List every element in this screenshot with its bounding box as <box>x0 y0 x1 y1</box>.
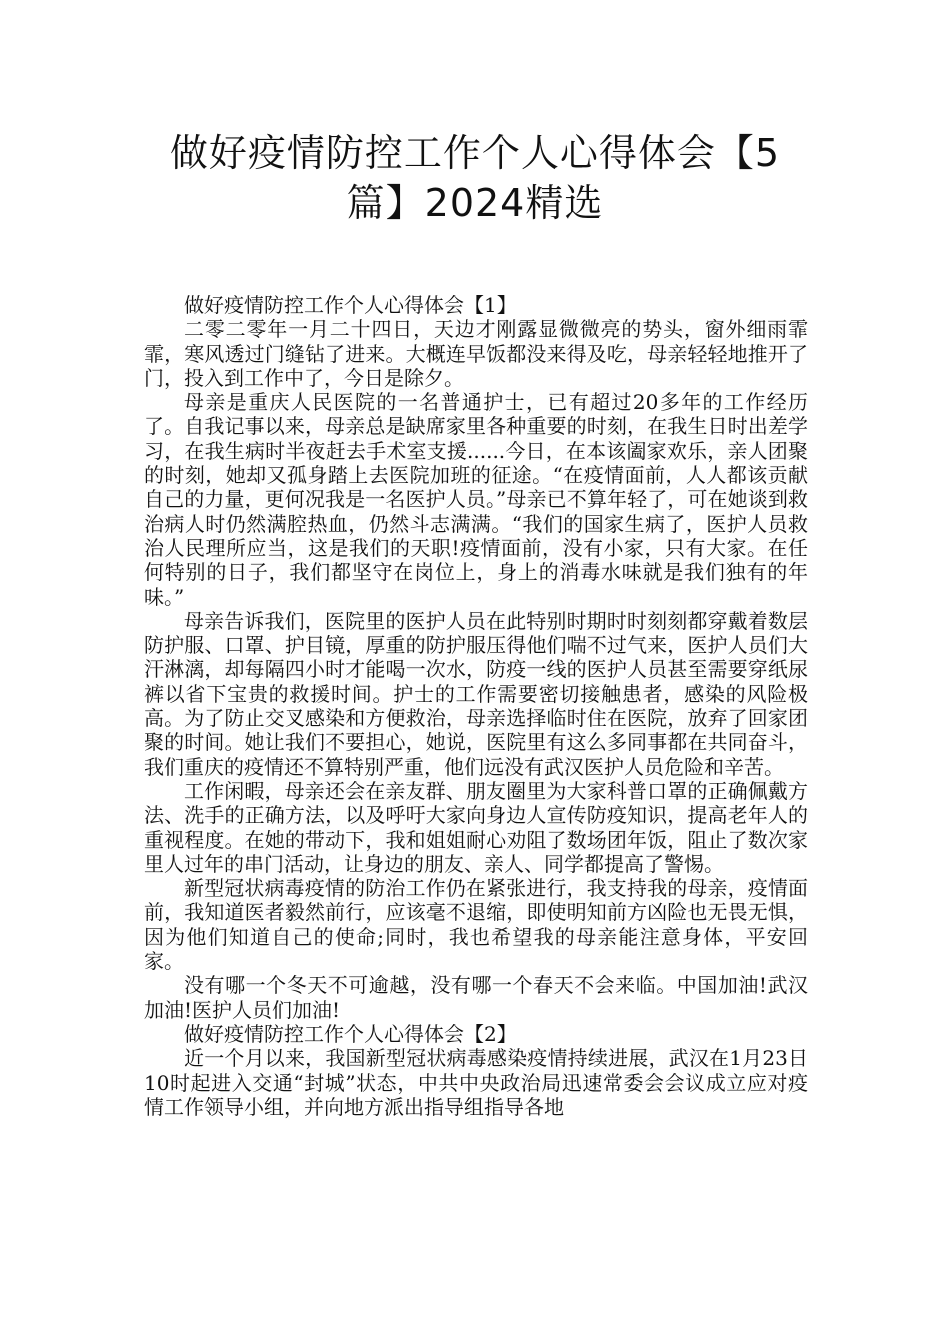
section-heading: 做好疫情防控工作个人心得体会【2】 <box>184 1021 517 1046</box>
paragraph: 二零二零年一月二十四日，天边才刚露显微微亮的势头，窗外细雨霏霏，寒风透过门缝钻了进来。大概连早饭都没来得及吃，母亲轻轻地推开了门，投入到工作中了，今日是除夕。 <box>144 317 808 390</box>
paragraph: 新型冠状病毒疫情的防治工作仍在紧张进行，我支持我的母亲，疫情面前，我知道医者毅然前行，应该毫不退缩，即使明知前方凶险也无畏无惧，因为他们知道自己的使命;同时，我也希望我的母亲能注意身体，平安回家。 <box>144 876 808 974</box>
paragraph: 母亲告诉我们，医院里的医护人员在此特别时期时时刻刻都穿戴着数层防护服、口罩、护目镜，厚重的防护服压得他们喘不过气来，医护人员们大汗淋漓，却每隔四小时才能喝一次水，防疫一线的医护人员甚至需要穿纸尿裤以省下宝贵的救援时间。护士的工作需要密切接触患者，感染的风险极高。为了防止交叉感染和方便救治，母亲选择临时住在医院，放弃了回家团聚的时间。她让我们不要担心，她说，医院里有这么多同事都在共同奋斗，我们重庆的疫情还不算特别严重，他们远没有武汉医护人员危险和辛苦。 <box>144 608 808 779</box>
paragraph: 母亲是重庆人民医院的一名普通护士，已有超过20多年的工作经历了。自我记事以来，母亲总是缺席家里各种重要的时刻，在我生日时出差学习，在我生病时半夜赶去手术室支援......今日，在本该阖家欢乐，亲人团聚的时刻，她却又孤身踏上去医院加班的征途。“在疫情面前，人人都该贡献自己的力量，更何况我是一名医护人员。”母亲已不算年轻了，可在她谈到救治病人时仍然满腔热血，仍然斗志满满。“我们的国家生病了，医护人员救治人民理所应当，这是我们的天职!疫情面前，没有小家，只有大家。在任何特别的日子，我们都坚守在岗位上，身上的消毒水味就是我们独有的年味。” <box>144 390 808 609</box>
document-title: 做好疫情防控工作个人心得体会【5篇】2024精选 <box>169 131 781 225</box>
paragraph: 工作闲暇，母亲还会在亲友群、朋友圈里为大家科普口罩的正确佩戴方法、洗手的正确方法，以及呼吁大家向身边人宣传防疫知识，提高老年人的重视程度。在她的带动下，我和姐姐耐心劝阻了数场团年饭，阻止了数次家里人过年的串门活动，让身边的朋友、亲人、同学都提高了警惕。 <box>144 778 808 876</box>
section-heading: 做好疫情防控工作个人心得体会【1】 <box>184 293 517 317</box>
document-body <box>144 293 808 1119</box>
paragraph: 没有哪一个冬天不可逾越，没有哪一个春天不会来临。中国加油!武汉加油!医护人员们加油! <box>144 973 808 1022</box>
paragraph: 近一个月以来，我国新型冠状病毒感染疫情持续进展，武汉在1月23日10时起进入交通“封城”状态，中共中央政治局迅速常委会会议成立应对疫情工作领导小组，并向地方派出指导组指导各地 <box>144 1046 808 1119</box>
